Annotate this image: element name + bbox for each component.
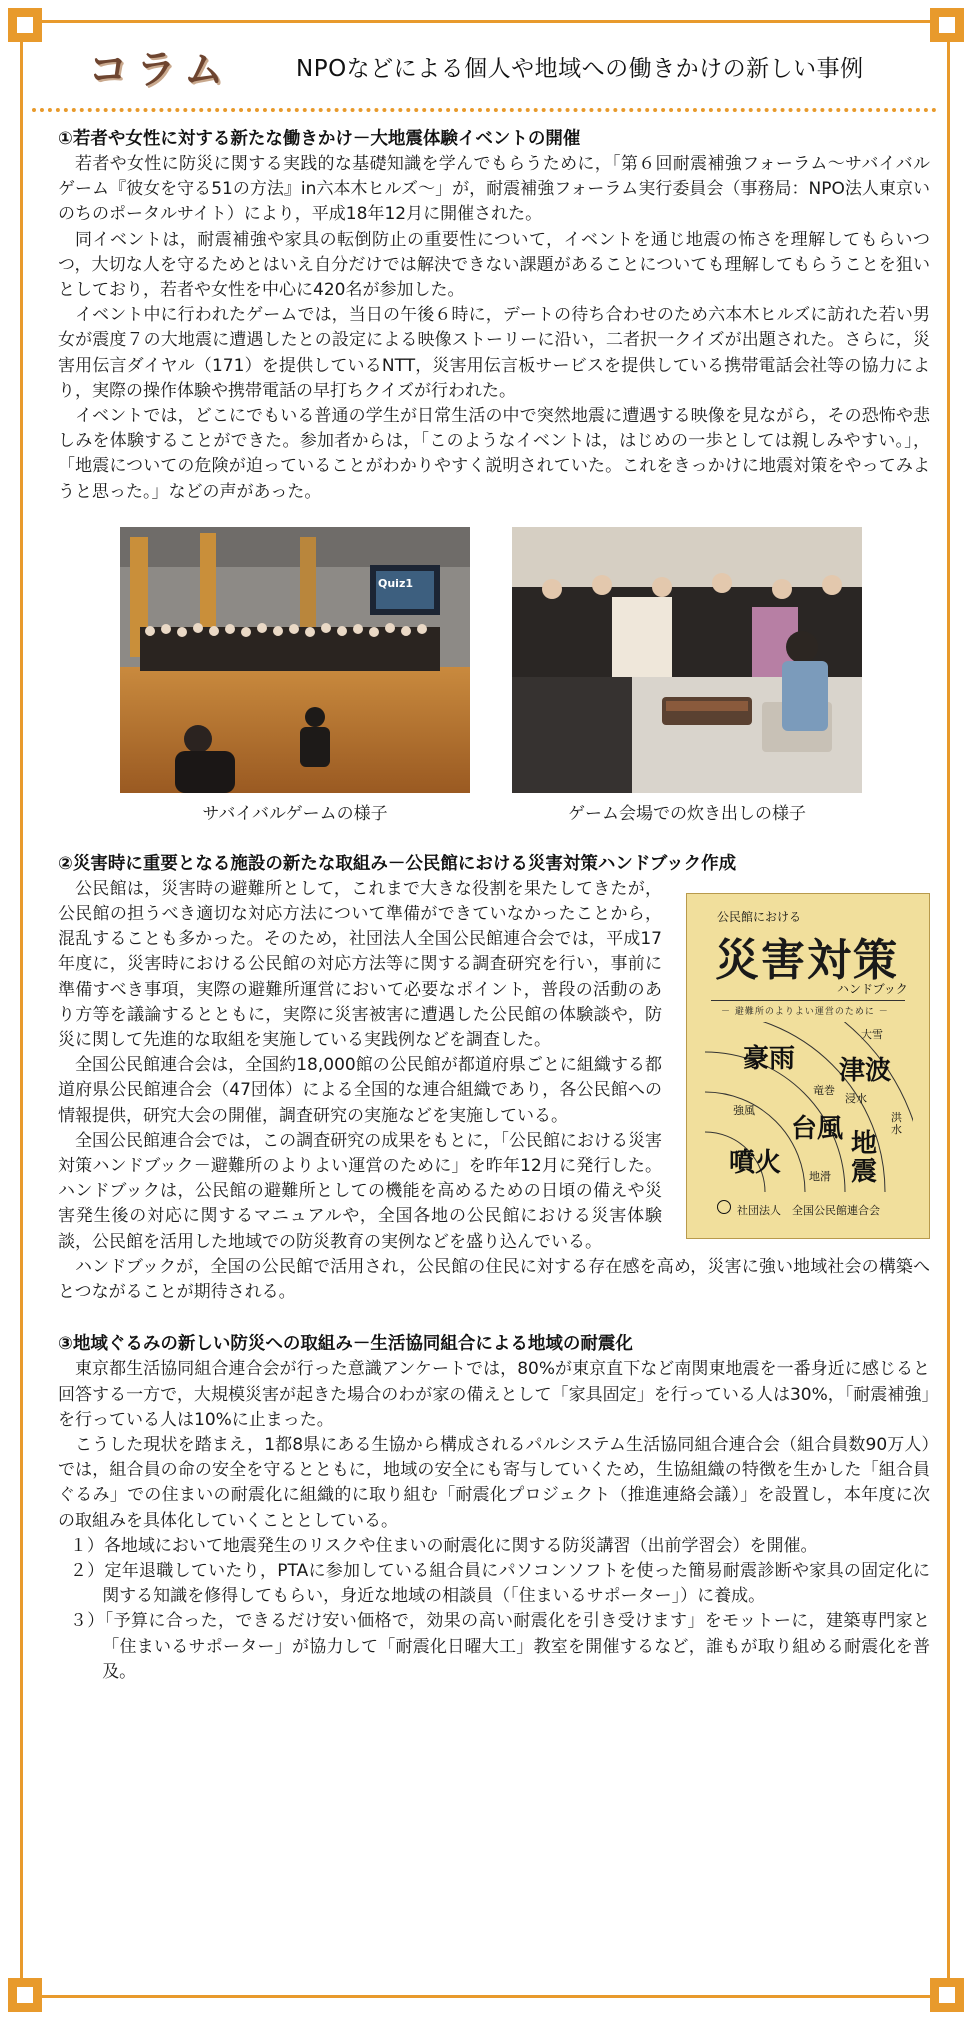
book-rule <box>711 1000 905 1001</box>
corner-ornament <box>930 8 964 42</box>
book-word: 津波 <box>839 1055 892 1086</box>
corner-ornament <box>8 1978 42 2012</box>
section1-paragraph: イベント中に行われたゲームでは，当日の午後６時に，デートの待ち合わせのため六本木ヒルズに訪れた若い男女が震度７の大地震に遭遇したとの設定による映像ストーリーに沿い，二者択一クイズが出題された。さらに，災害用伝言ダイヤル（171）を提供しているNTT，災害用伝言板サービスを提供している携帯電話会社等の協力により，実際の操作体験や携帯電話の早打ちクイズが行われた。 <box>58 305 930 401</box>
survival-game-photo <box>120 527 470 793</box>
section3-paragraph: 東京都生活協同組合連合会が行った意識アンケートでは，80%が東京直下など南関東地震を一番身近に感じると回答する一方で，大規模災害が起きた場合のわが家の備えとして「家具固定」を行っている人は30%，「耐震補強」を行っている人は10%に止まった。 <box>58 1359 930 1430</box>
section2 <box>58 851 930 1305</box>
list-item: ３）「予算に合った，できるだけ安い価格で，効果の高い耐震化を引き受けます」をモットーに，建築専門家と「住まいるサポーター」が協力して「耐震化日曜大工」教室を開催するなど，誰もが取り組める耐震化を普及。 <box>69 1611 930 1682</box>
book-title: 災害対策 <box>715 934 899 986</box>
book-tagline: － 避難所のよりよい運営のために － <box>721 1006 889 1017</box>
initiative-list <box>58 1534 930 1685</box>
food-serving-photo <box>512 527 862 793</box>
dotted-divider <box>32 108 937 112</box>
book-word: 台風 <box>791 1113 844 1144</box>
book-word: 地滑 <box>809 1169 831 1183</box>
book-word: 地震 <box>851 1128 878 1187</box>
corner-ornament <box>8 8 42 42</box>
section2-heading: ②災害時に重要となる施設の新たな取組み－公民館における災害対策ハンドブック作成 <box>58 853 737 874</box>
book-publisher: 社団法人 全国公民館連合会 <box>737 1203 880 1217</box>
section1-paragraph: イベントでは，どこにでもいる普通の学生が日常生活の中で突然地震に遭遇する映像を見ながら，その恐怖や悲しみを体験することができた。参加者からは，「このようなイベントは，はじめの一歩としては親しみやすい。」，「地震についての危険が迫っていることがわかりやすく説明されていた。これをきっかけに地震対策をやってみようと思った。」などの声があった。 <box>58 406 930 502</box>
book-word: 豪雨 <box>743 1043 796 1074</box>
book-word: 竜巻 <box>813 1083 835 1097</box>
column-label: コラム <box>88 46 232 93</box>
book-word: 強風 <box>733 1103 755 1117</box>
page-title: NPOなどによる個人や地域への働きかけの新しい事例 <box>296 56 864 82</box>
handbook-cover <box>686 893 930 1239</box>
book-word: 洪水 <box>891 1110 902 1136</box>
photo-row <box>58 527 930 847</box>
book-subtitle: ハンドブック <box>837 981 908 996</box>
section2-paragraph: 全国公民館連合会では，この調査研究の成果をもとに，「公民館における災害対策ハンドブック－避難所のよりよい運営のために」を昨年12月に発行した。ハンドブックは，公民館の避難所としての機能を高めるための日頃の備えや災害発生後の対応に関するマニュアルや，全国各地の公民館における災害体験談，公民館を活用した地域での防災教育の実例などを盛り込んでいる。 <box>58 1130 662 1252</box>
corner-ornament <box>930 1978 964 2012</box>
section1-paragraph: 若者や女性に防災に関する実践的な基礎知識を学んでもらうために，「第６回耐震補強フォーラム～サバイバルゲーム『彼女を守る51の方法』in六本木ヒルズ～」が，耐震補強フォーラム実行委員会（事務局：NPO法人東京いのちのポータルサイト）により，平成18年12月に開催された。 <box>58 154 930 225</box>
list-item: １）各地域において地震発生のリスクや住まいの耐震化に関する防災講習（出前学習会）を開催。 <box>69 1535 818 1556</box>
photo-caption: ゲーム会場での炊き出しの様子 <box>568 803 806 824</box>
book-circle-graphic <box>705 1022 913 1192</box>
screen-quiz-text: Quiz1 <box>378 576 414 590</box>
section1-paragraph: 同イベントは，耐震補強や家具の転倒防止の重要性について，イベントを通じ地震の怖さを理解してもらいつつ，大切な人を守るためとはいえ自分だけでは解決できない課題があることについても理解してもらうことを狙いとしており，若者や女性を中心に420名が参加した。 <box>58 229 930 301</box>
article-body <box>58 126 930 1685</box>
section3-heading: ③地域ぐるみの新しい防災への取組み－生活協同組合による地域の耐震化 <box>58 1334 633 1355</box>
photo-caption: サバイバルゲームの様子 <box>202 803 388 824</box>
publisher-logo-icon <box>717 1200 731 1214</box>
book-word: 浸水 <box>845 1091 867 1105</box>
section1-heading: ①若者や女性に対する新たな働きかけ－大地震体験イベントの開催 <box>58 129 581 149</box>
section2-paragraph: 全国公民館連合会は，全国約18,000館の公民館が都道府県ごとに組織する都道府県公民館連合会（47団体）による全国的な連合組織であり，各公民館への情報提供，研究大会の開催，調査研究の実施などを実施している。 <box>58 1055 662 1126</box>
book-pre-title: 公民館における <box>717 909 802 924</box>
book-word: 大雪 <box>861 1027 883 1041</box>
section3-paragraph: こうした現状を踏まえ，1都8県にある生協から構成されるパルシステム生活協同組合連合会（組合員数90万人）では，組合員の命の安全を守るとともに，地域の安全にも寄与していくため，生協組織の特徴を生かした「組合員ぐるみ」での住まいの耐震化に組織的に取り組む「耐震化プロジェクト（推進連絡会議）」を設置し，本年度に次の取組みを具体化していくこととしている。 <box>58 1434 930 1531</box>
book-word: 噴火 <box>729 1147 782 1178</box>
section2-paragraph: ハンドブックが，全国の公民館で活用され，公民館の住民に対する存在感を高め，災害に強い地域社会の構築へとつながることが期待される。 <box>58 1256 930 1303</box>
list-item: ２）定年退職していたり，PTAに参加している組合員にパソコンソフトを使った簡易耐震診断や家具の固定化に関する知識を修得してもらい，身近な地域の相談員（「住まいるサポーター」）に養成。 <box>69 1560 930 1607</box>
section2-paragraph: 公民館は，災害時の避難所として，これまで大きな役割を果たしてきたが，公民館の担うべき適切な対応方法について準備ができていなかったことから，混乱することも多かった。そのため，社団法人全国公民館連合会では，平成17年度に，災害時における公民館の対応方法等に関する調査研究を行い，事前に準備すべき事項，実際の避難所運営において必要なポイント，普段の活動のあり方等を議論するとともに，実際に災害被害に遭遇した公民館の体験談や，防災に関して先進的な取組を実施している実践例などを調査した。 <box>58 878 662 1051</box>
